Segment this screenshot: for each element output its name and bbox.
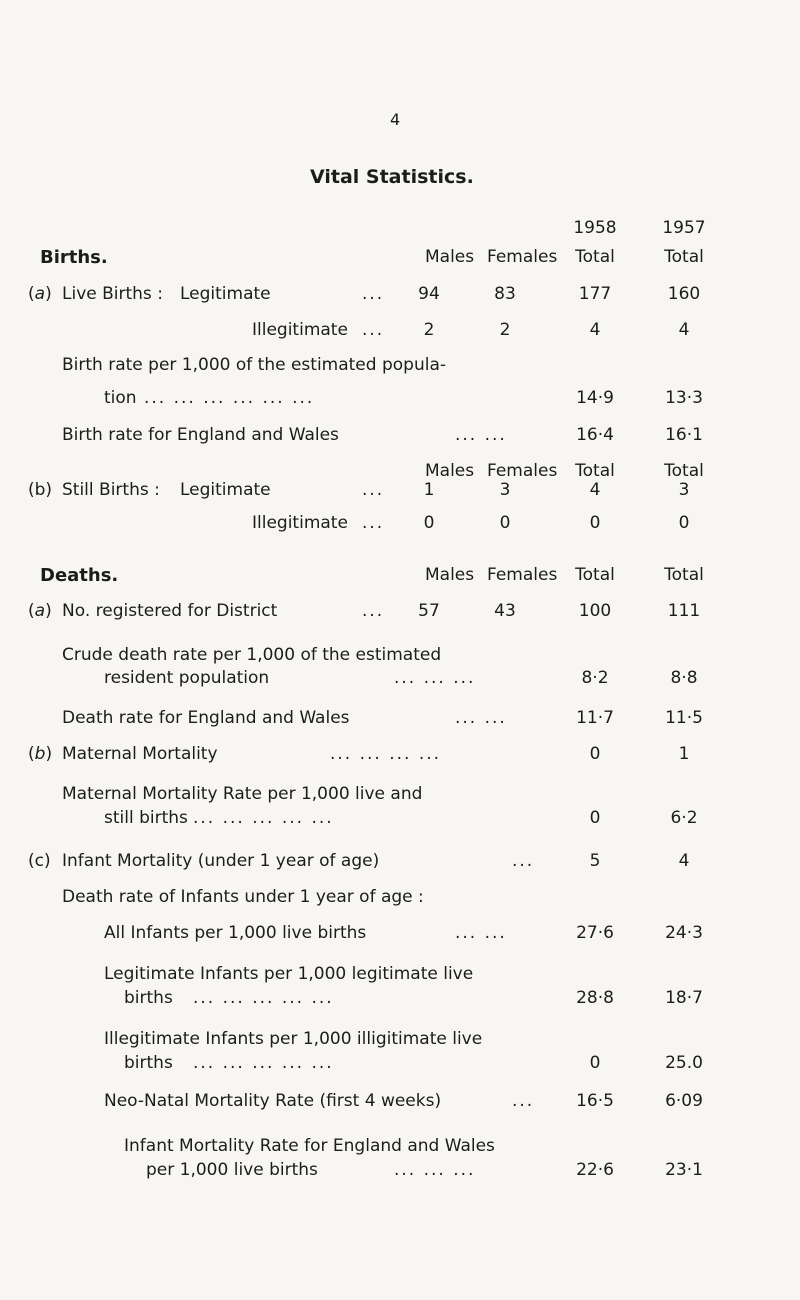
- live-births-marker: (a): [28, 284, 52, 304]
- leader-dots: ... ... ...: [394, 1160, 476, 1180]
- col-total-1958: Total: [575, 565, 615, 585]
- birth-rate-ew-label: Birth rate for England and Wales: [62, 425, 339, 445]
- crude-line1: Crude death rate per 1,000 of the estimated: [62, 645, 442, 665]
- birth-rate-line1: Birth rate per 1,000 of the estimated popula-: [62, 355, 446, 375]
- cell: 0: [589, 744, 601, 764]
- still-births-marker: (b): [28, 480, 53, 500]
- infant-label: Infant Mortality (under 1 year of age): [62, 851, 380, 871]
- leader-dots: ... ...: [455, 425, 507, 445]
- leader-dots: ... ... ... ... ...: [193, 988, 334, 1008]
- leader-dots: ... ... ...: [394, 668, 476, 688]
- birth-rate-line2: tion: [104, 388, 137, 408]
- registered-marker: (a): [28, 601, 52, 621]
- infant-rate-heading: Death rate of Infants under 1 year of age :: [62, 887, 424, 907]
- live-births-label: Live Births :: [62, 284, 163, 304]
- maternal-label: Maternal Mortality: [62, 744, 218, 764]
- cell: 11·5: [665, 708, 703, 728]
- cell: 0: [589, 808, 601, 828]
- cell: 0: [423, 513, 435, 533]
- still-births-label: Still Births :: [62, 480, 160, 500]
- cell: 43: [494, 601, 516, 621]
- col-males: Males: [425, 461, 475, 481]
- col-total-1957: Total: [664, 461, 704, 481]
- leader-dots: ...: [362, 513, 385, 533]
- illegit-infants-line2: births: [124, 1053, 173, 1073]
- leader-dots: ... ... ... ...: [330, 744, 442, 764]
- cell: 16·4: [576, 425, 614, 445]
- maternal-marker: (b): [28, 744, 53, 764]
- cell: 25.0: [665, 1053, 703, 1073]
- leader-dots: ...: [362, 320, 385, 340]
- cell: 8·2: [581, 668, 609, 688]
- cell: 8·8: [670, 668, 698, 688]
- cell: 94: [418, 284, 440, 304]
- cell: 4: [678, 320, 690, 340]
- col-females: Females: [487, 565, 558, 585]
- cell: 23·1: [665, 1160, 703, 1180]
- leader-dots: ... ...: [455, 923, 507, 943]
- cell: 160: [667, 284, 701, 304]
- cell: 3: [678, 480, 690, 500]
- cell: 24·3: [665, 923, 703, 943]
- leader-dots: ... ... ... ... ...: [193, 1053, 334, 1073]
- cell: 22·6: [576, 1160, 614, 1180]
- col-total-1957: Total: [664, 565, 704, 585]
- cell: 0: [589, 513, 601, 533]
- cell: 2: [499, 320, 511, 340]
- cell: 100: [578, 601, 612, 621]
- col-total-1958: Total: [575, 247, 615, 267]
- col-total-1958: Total: [575, 461, 615, 481]
- cell: 1: [423, 480, 435, 500]
- maternal-rate-line1: Maternal Mortality Rate per 1,000 live and: [62, 784, 423, 804]
- leader-dots: ...: [512, 851, 535, 871]
- page-title: Vital Statistics.: [310, 166, 474, 188]
- live-legit-label: Legitimate: [180, 284, 271, 304]
- cell: 0: [678, 513, 690, 533]
- leader-dots: ...: [362, 284, 385, 304]
- col-females: Females: [487, 461, 558, 481]
- leader-dots: ... ... ... ... ... ...: [144, 388, 315, 408]
- col-females: Females: [487, 247, 558, 267]
- year-1957: 1957: [662, 218, 706, 238]
- page-number: 4: [390, 110, 401, 129]
- still-illegit-label: Illegitimate: [252, 513, 348, 533]
- maternal-rate-line2: still births: [104, 808, 188, 828]
- cell: 1: [678, 744, 690, 764]
- registered-label: No. registered for District: [62, 601, 278, 621]
- cell: 16·5: [576, 1091, 614, 1111]
- cell: 177: [578, 284, 612, 304]
- year-1958: 1958: [573, 218, 617, 238]
- deaths-heading: Deaths.: [40, 565, 119, 586]
- cell: 6·2: [670, 808, 698, 828]
- cell: 13·3: [665, 388, 703, 408]
- leader-dots: ... ... ... ... ...: [193, 808, 334, 828]
- cell: 28·8: [576, 988, 614, 1008]
- infant-ew-line2: per 1,000 live births: [146, 1160, 318, 1180]
- death-rate-ew-label: Death rate for England and Wales: [62, 708, 350, 728]
- leader-dots: ...: [362, 480, 385, 500]
- infant-ew-line1: Infant Mortality Rate for England and Wales: [124, 1136, 495, 1156]
- births-heading: Births.: [40, 247, 108, 268]
- legit-infants-line1: Legitimate Infants per 1,000 legitimate live: [104, 964, 474, 984]
- cell: 18·7: [665, 988, 703, 1008]
- still-legit-label: Legitimate: [180, 480, 271, 500]
- cell: 27·6: [576, 923, 614, 943]
- cell: 57: [418, 601, 440, 621]
- col-males: Males: [425, 565, 475, 585]
- illegit-infants-line1: Illegitimate Infants per 1,000 illigitimate live: [104, 1029, 483, 1049]
- cell: 111: [667, 601, 701, 621]
- cell: 5: [589, 851, 601, 871]
- col-males: Males: [425, 247, 475, 267]
- infant-marker: (c): [28, 851, 51, 871]
- leader-dots: ...: [512, 1091, 535, 1111]
- cell: 4: [589, 320, 601, 340]
- cell: 83: [494, 284, 516, 304]
- cell: 0: [589, 1053, 601, 1073]
- cell: 0: [499, 513, 511, 533]
- cell: 6·09: [665, 1091, 703, 1111]
- cell: 11·7: [576, 708, 614, 728]
- col-total-1957: Total: [664, 247, 704, 267]
- cell: 2: [423, 320, 435, 340]
- all-infants-label: All Infants per 1,000 live births: [104, 923, 367, 943]
- cell: 4: [589, 480, 601, 500]
- cell: 4: [678, 851, 690, 871]
- leader-dots: ...: [362, 601, 385, 621]
- neonatal-label: Neo-Natal Mortality Rate (first 4 weeks): [104, 1091, 442, 1111]
- cell: 3: [499, 480, 511, 500]
- crude-line2: resident population: [104, 668, 270, 688]
- cell: 16·1: [665, 425, 703, 445]
- cell: 14·9: [576, 388, 614, 408]
- legit-infants-line2: births: [124, 988, 173, 1008]
- live-illegit-label: Illegitimate: [252, 320, 348, 340]
- leader-dots: ... ...: [455, 708, 507, 728]
